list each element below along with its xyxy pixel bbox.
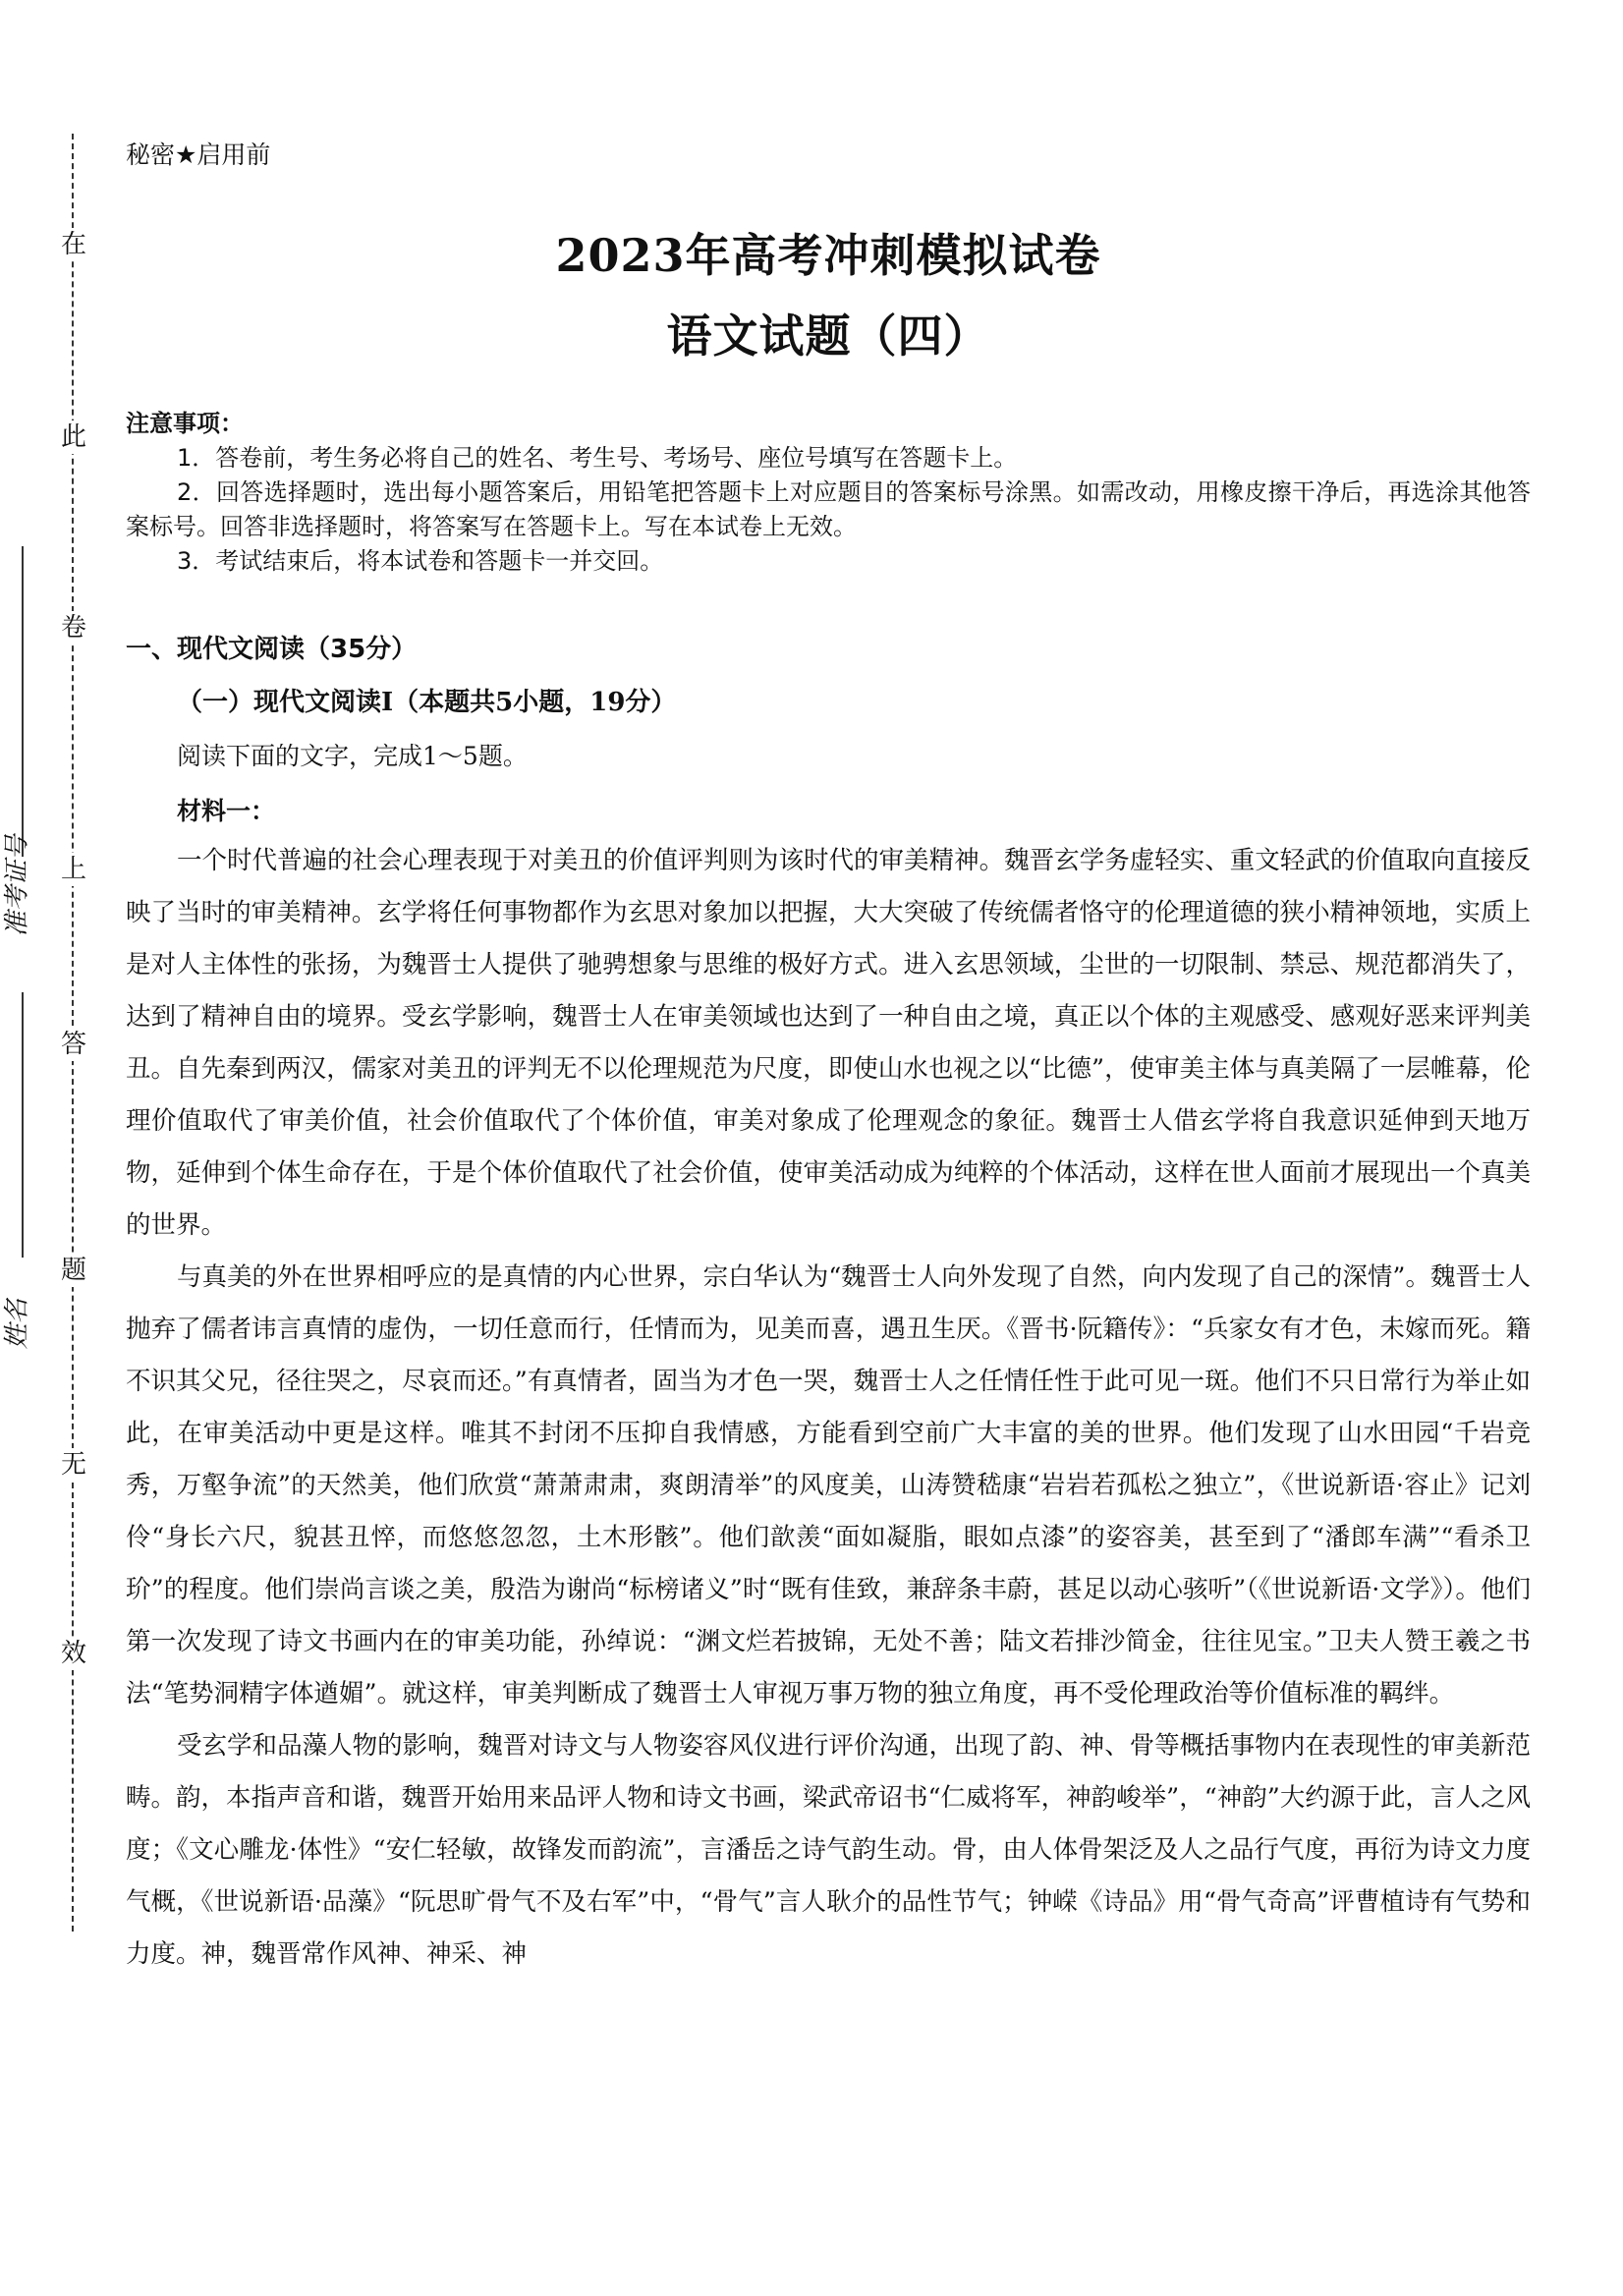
seal-char: 答 <box>57 1028 90 1061</box>
notice-item: 2．回答选择题时，选出每小题答案后，用铅笔把答题卡上对应题目的答案标号涂黑。如需改动，用橡皮擦干净后，再选涂其他答案标号。回答非选择题时，将答案写在答题卡上。写在本试卷上无效。 <box>126 478 1531 540</box>
section-subheading: （一）现代文阅读Ⅰ（本题共5小题，19分） <box>177 688 677 717</box>
seal-char: 效 <box>57 1637 90 1670</box>
exam-number-label: 准考证号 <box>2 834 32 937</box>
notice-item: 3．考试结束后，将本试卷和答题卡一并交回。 <box>177 547 664 575</box>
seal-char: 此 <box>57 420 90 454</box>
exam-number-line-lower <box>22 992 24 1258</box>
notice-heading: 注意事项： <box>126 410 244 437</box>
reading-passage <box>126 835 1531 1981</box>
section-heading: 一、现代文阅读（35分） <box>126 635 418 664</box>
material-label: 材料一： <box>177 797 276 825</box>
name-label: 姓名 <box>2 1298 32 1350</box>
secret-mark: 秘密★启用前 <box>126 140 271 169</box>
seal-char: 题 <box>57 1254 90 1287</box>
binding-strip <box>0 0 108 2296</box>
seal-char: 在 <box>57 228 90 261</box>
reading-instruction: 阅读下面的文字，完成1～5题。 <box>177 742 528 770</box>
seal-char: 上 <box>57 853 90 886</box>
exam-subtitle: 语文试题（四） <box>666 309 990 363</box>
passage-paragraph: 与真美的外在世界相呼应的是真情的内心世界，宗白华认为“魏晋士人向外发现了自然，向内发现了自己的深情”。魏晋士人抛弃了儒者讳言真情的虚伪，一切任意而行，任情而为，见美而喜，遇丑生厌。《晋书·阮籍传》：“兵家女有才色，未嫁而死。籍不识其父兄，径往哭之，尽哀而还。”有真情者，固当为才色一哭，魏晋士人之任情任性于此可见一斑。他们不只日常行为举止如此，在审美活动中更是这样。唯其不封闭不压抑自我情感，方能看到空前广大丰富的美的世界。他们发现了山水田园“千岩竞秀，万壑争流”的天然美，他们欣赏“萧萧肃肃，爽朗清举”的风度美，山涛赞嵇康“岩岩若孤松之独立”，《世说新语·容止》记刘伶“身长六尺，貌甚丑悴，而悠悠忽忽，土木形骸”。他们歆羡“面如凝脂，眼如点漆”的姿容美，甚至到了“潘郎车满”“看杀卫玠”的程度。他们崇尚言谈之美，殷浩为谢尚“标榜诸义”时“既有佳致，兼辞条丰蔚，甚足以动心骇听”（《世说新语·文学》）。他们第一次发现了诗文书画内在的审美功能，孙绰说：“渊文烂若披锦，无处不善；陆文若排沙简金，往往见宝。”卫夫人赞王羲之书法“笔势洞精字体遒媚”。就这样，审美判断成了魏晋士人审视万事万物的独立角度，再不受伦理政治等价值标准的羁绊。 <box>126 1262 1531 1708</box>
seal-char: 无 <box>57 1448 90 1482</box>
exam-title: 2023年高考冲刺模拟试卷 <box>555 229 1101 282</box>
passage-paragraph: 受玄学和品藻人物的影响，魏晋对诗文与人物姿容风仪进行评价沟通，出现了韵、神、骨等概括事物内在表现性的审美新范畴。韵，本指声音和谐，魏晋开始用来品评人物和诗文书画，梁武帝诏书“仁威将军，神韵峻举”，“神韵”大约源于此，言人之风度；《文心雕龙·体性》“安仁轻敏，故锋发而韵流”，言潘岳之诗气韵生动。骨，由人体骨架泛及人之品行气度，再衍为诗文力度气概，《世说新语·品藻》“阮思旷骨气不及右军”中，“骨气”言人耿介的品性节气；钟嵘《诗品》用“骨气奇高”评曹植诗有气势和力度。神，魏晋常作风神、神采、神 <box>126 1731 1531 1969</box>
exam-number-line <box>22 546 24 857</box>
passage-paragraph: 一个时代普遍的社会心理表现于对美丑的价值评判则为该时代的审美精神。魏晋玄学务虚轻实、重文轻武的价值取向直接反映了当时的审美精神。玄学将任何事物都作为玄思对象加以把握，大大突破了传统儒者恪守的伦理道德的狭小精神领地，实质上是对人主体性的张扬，为魏晋士人提供了驰骋想象与思维的极好方式。进入玄思领域，尘世的一切限制、禁忌、规范都消失了，达到了精神自由的境界。受玄学影响，魏晋士人在审美领域也达到了一种自由之境，真正以个体的主观感受、感观好恶来评判美丑。自先秦到两汉，儒家对美丑的评判无不以伦理规范为尺度，即使山水也视之以“比德”，使审美主体与真美隔了一层帷幕，伦理价值取代了审美价值，社会价值取代了个体价值，审美对象成了伦理观念的象征。魏晋士人借玄学将自我意识延伸到天地万物，延伸到个体生命存在，于是个体价值取代了社会价值，使审美活动成为纯粹的个体活动，这样在世人面前才展现出一个真美的世界。 <box>126 846 1531 1240</box>
notice-block <box>126 407 1531 579</box>
seal-char: 卷 <box>57 611 90 644</box>
notice-item: 1．答卷前，考生务必将自己的姓名、考生号、考场号、座位号填写在答题卡上。 <box>177 444 1018 472</box>
